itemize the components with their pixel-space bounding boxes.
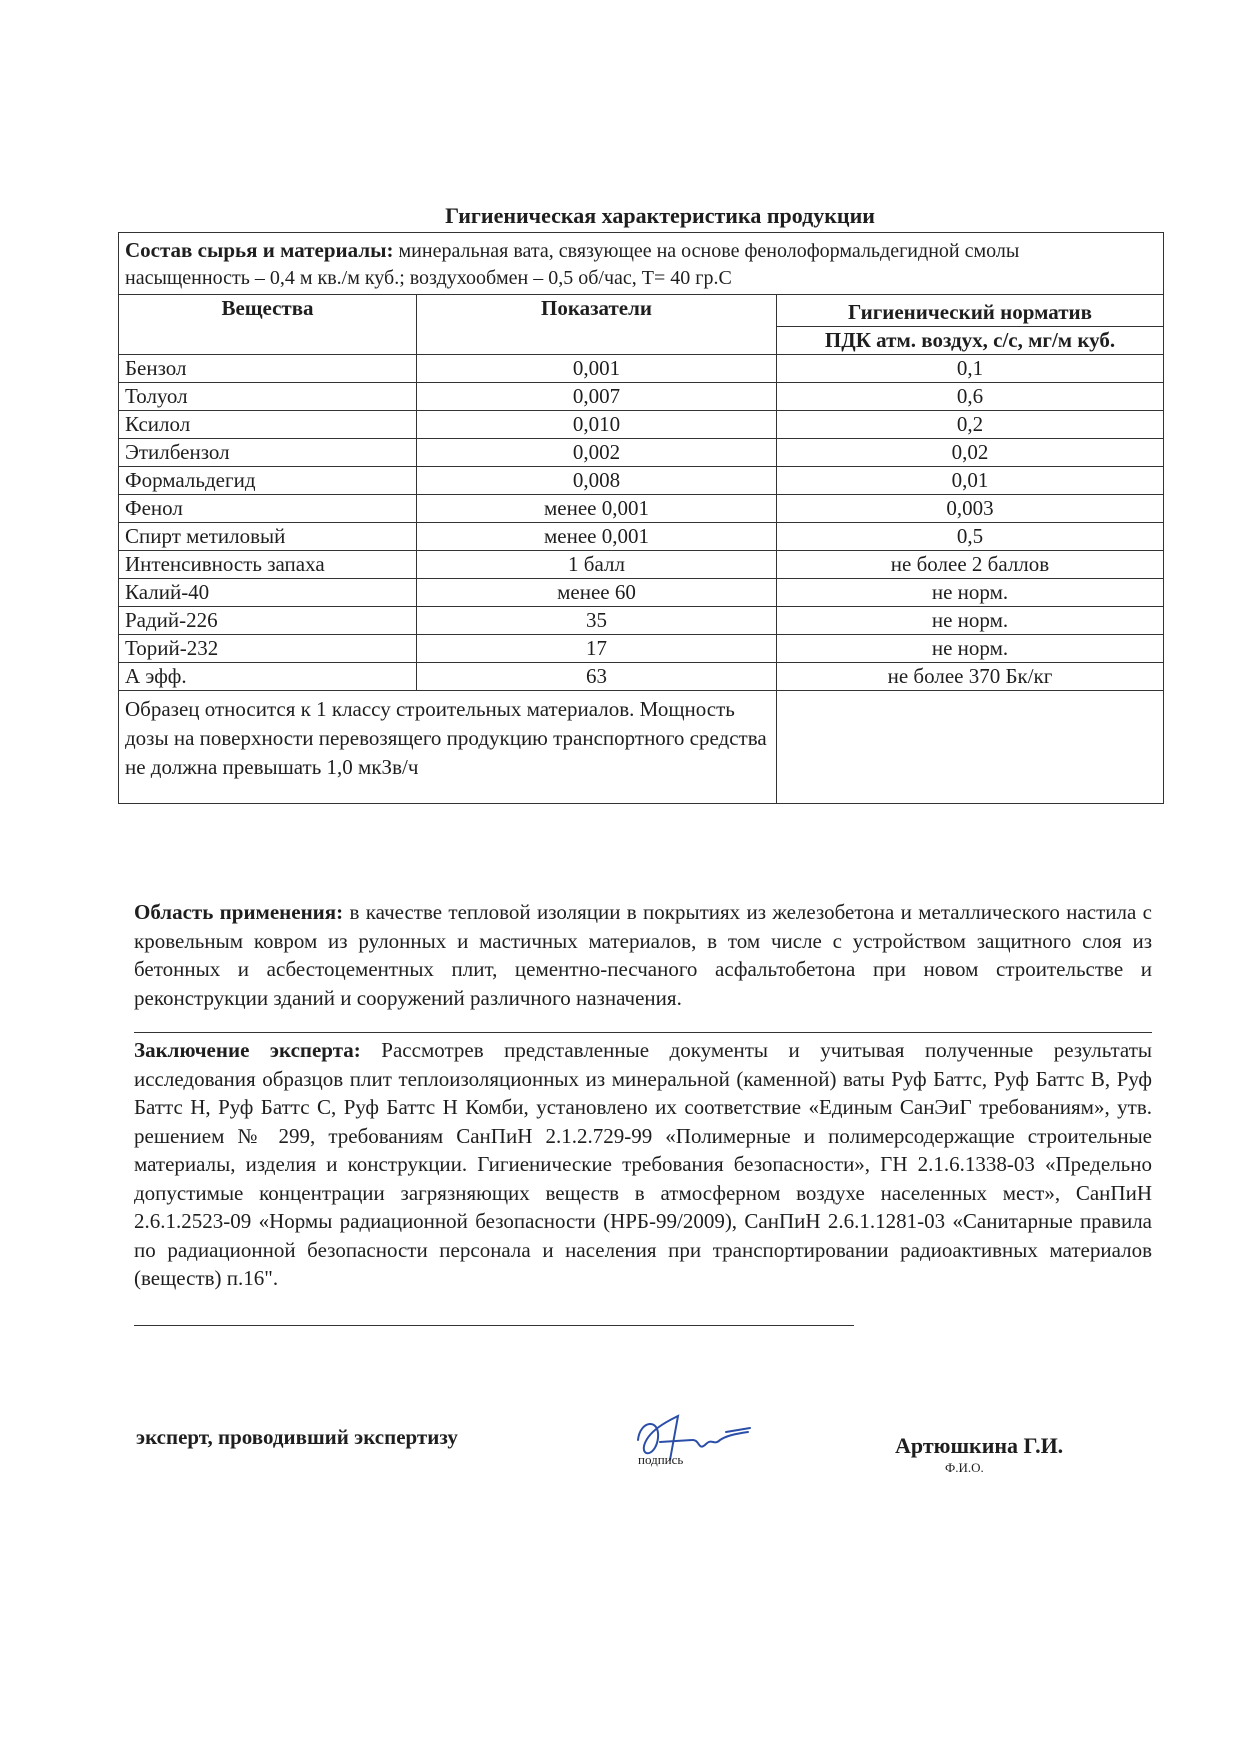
substance-cell: Толуол (119, 383, 417, 411)
norm-cell: 0,003 (777, 495, 1164, 523)
value-cell: 0,002 (417, 439, 777, 467)
substance-cell: Торий-232 (119, 635, 417, 663)
header-substance: Вещества (119, 295, 417, 355)
substance-cell: Ксилол (119, 411, 417, 439)
composition-row (119, 233, 1164, 295)
expert-label: эксперт, проводивший экспертизу (136, 1425, 458, 1449)
norm-cell: 0,02 (777, 439, 1164, 467)
norm-cell: 0,1 (777, 355, 1164, 383)
value-cell: менее 0,001 (417, 495, 777, 523)
norm-cell: не более 370 Бк/кг (777, 663, 1164, 691)
substance-cell: Калий-40 (119, 579, 417, 607)
header-norm: Гигиенический норматив (777, 295, 1164, 327)
composition-label: Состав сырья и материалы: (125, 238, 394, 262)
value-cell: 63 (417, 663, 777, 691)
table-row (119, 551, 1164, 579)
norm-cell: 0,5 (777, 523, 1164, 551)
table-row (119, 663, 1164, 691)
norm-cell: 0,2 (777, 411, 1164, 439)
norm-cell: не норм. (777, 579, 1164, 607)
norm-cell: не норм. (777, 635, 1164, 663)
composition-cell (119, 233, 1164, 295)
conclusion-rule (134, 1325, 854, 1326)
table-row (119, 439, 1164, 467)
substance-cell: Интенсивность запаха (119, 551, 417, 579)
value-cell: 0,007 (417, 383, 777, 411)
table-row (119, 411, 1164, 439)
value-cell: 0,010 (417, 411, 777, 439)
norm-cell: 0,01 (777, 467, 1164, 495)
table-row (119, 355, 1164, 383)
norm-cell: не более 2 баллов (777, 551, 1164, 579)
substance-cell: Этилбензол (119, 439, 417, 467)
value-cell: менее 60 (417, 579, 777, 607)
conclusion-paragraph (134, 1036, 1152, 1293)
header-norm-sub: ПДК атм. воздух, с/с, мг/м куб. (777, 327, 1164, 355)
note-row (119, 691, 1164, 804)
substance-cell: Фенол (119, 495, 417, 523)
table-row (119, 523, 1164, 551)
value-cell: 17 (417, 635, 777, 663)
conclusion-text: Рассмотрев представленные документы и учитывая полученные результаты исследования образцов плит теплоизоляционных из минеральной (каменной) ваты Руф Баттс, Руф Баттс В, Руф Баттс Н, Руф Баттс С, Руф Баттс Н Комби, установлено их соответствие «Единым СанЭиГ требованиям», утв. решением № 299, требованиям СанПиН 2.1.2.729-99 «Полимерные и полимерсодержащие строительные материалы, изделия и конструкции. Гигиенические требования безопасности», ГН 2.1.6.1338-03 «Предельно допустимые концентрации загрязняющих веществ в атмосферном воздухе населенных мест», СанПиН 2.6.1.2523-09 «Нормы радиационной безопасности (НРБ-99/2009), СанПиН 2.6.1.1281-03 «Санитарные правила по радиационной безопасности персонала и населения при транспортировании радиоактивных материалов (веществ) п.16". (134, 1038, 1152, 1290)
composition-text: минеральная вата, связующее на основе фенолоформальдегидной смолы (393, 240, 1020, 262)
table-row (119, 495, 1164, 523)
value-cell: менее 0,001 (417, 523, 777, 551)
substance-cell: А эфф. (119, 663, 417, 691)
substance-cell: Радий-226 (119, 607, 417, 635)
application-rule (134, 1032, 1152, 1033)
note-cell: Образец относится к 1 классу строительных материалов. Мощность дозы на поверхности перевозящего продукцию транспортного средства не должна превышать 1,0 мкЗв/ч (119, 691, 777, 804)
header-indicator: Показатели (417, 295, 777, 355)
value-cell: 0,001 (417, 355, 777, 383)
signature-caption: подпись (638, 1452, 684, 1467)
value-cell: 35 (417, 607, 777, 635)
table-row (119, 635, 1164, 663)
application-label: Область применения: (134, 900, 344, 924)
substance-cell: Спирт метиловый (119, 523, 417, 551)
fio-caption: Ф.И.О. (945, 1460, 984, 1475)
norm-cell: 0,6 (777, 383, 1164, 411)
table-row (119, 579, 1164, 607)
value-cell: 0,008 (417, 467, 777, 495)
substance-cell: Формальдегид (119, 467, 417, 495)
conclusion-label: Заключение эксперта: (134, 1038, 361, 1062)
note-empty-cell (777, 691, 1164, 804)
composition-line2: насыщенность – 0,4 м кв./м куб.; воздухообмен – 0,5 об/час, Т= 40 гр.С (125, 267, 732, 289)
value-cell: 1 балл (417, 551, 777, 579)
hygiene-table (118, 232, 1164, 804)
norm-cell: не норм. (777, 607, 1164, 635)
application-paragraph (134, 898, 1152, 1012)
table-row (119, 607, 1164, 635)
substance-cell: Бензол (119, 355, 417, 383)
document-title: Гигиеническая характеристика продукции (445, 203, 875, 228)
table-header-row (119, 295, 1164, 327)
expert-name: Артюшкина Г.И. (895, 1433, 1064, 1458)
table-row (119, 383, 1164, 411)
application-text: в качестве тепловой изоляции в покрытиях из железобетона и металлического настила с кровельным ковром из рулонных и мастичных материалов, в том числе с устройством защитного слоя из бетонных и асбестоцементных плит, цементно-песчаного асфальтобетона при новом строительстве и реконструкции зданий и сооружений различного назначения. (134, 900, 1152, 1010)
table-row (119, 467, 1164, 495)
